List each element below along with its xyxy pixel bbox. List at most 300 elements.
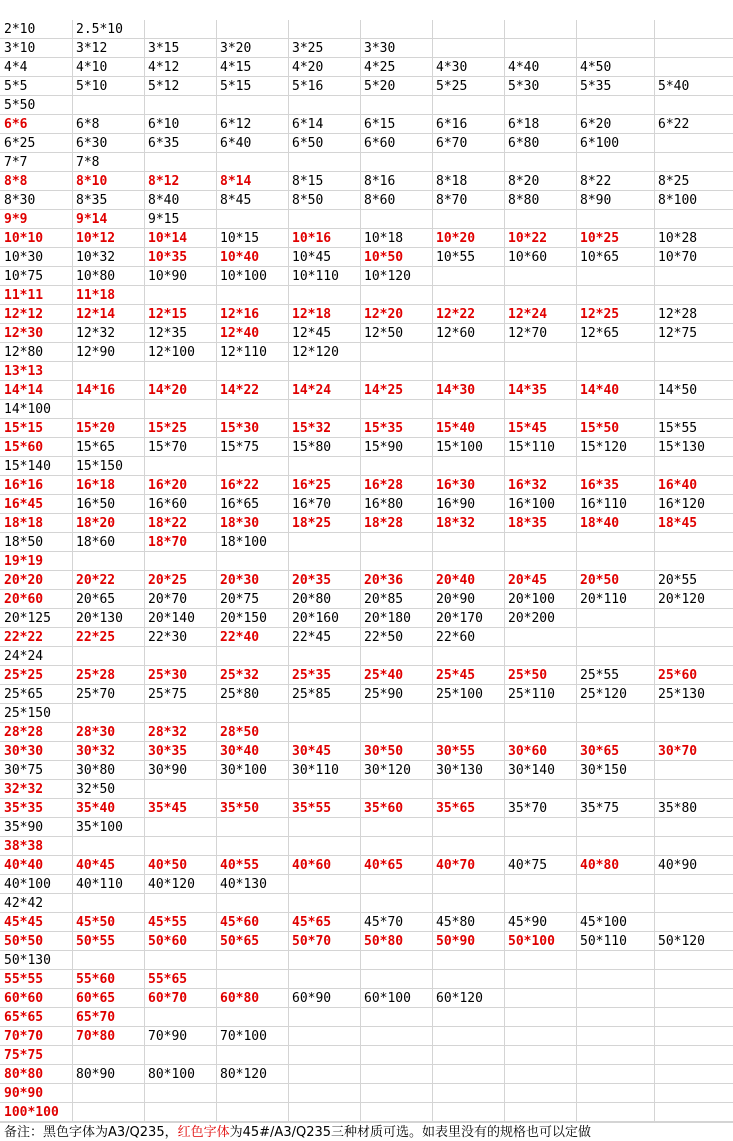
grid-line: [432, 970, 433, 988]
grid-line: [144, 951, 145, 969]
table-cell: 15*50: [580, 421, 620, 436]
table-cell: 30*50: [364, 744, 404, 759]
table-cell: 90*90: [4, 1086, 44, 1101]
grid-line: [432, 1008, 433, 1026]
table-cell: 40*110: [76, 877, 123, 892]
grid-line: [216, 647, 217, 665]
table-row: [0, 210, 733, 229]
table-cell: 25*90: [364, 687, 404, 702]
table-cell: 14*14: [4, 383, 44, 398]
table-cell: 16*80: [364, 497, 404, 512]
table-cell: 10*40: [220, 250, 260, 265]
grid-line: [504, 1008, 505, 1026]
table-cell: 3*30: [364, 41, 396, 56]
table-cell: 3*20: [220, 41, 252, 56]
table-row: [0, 799, 733, 818]
grid-line: [144, 1046, 145, 1064]
grid-line: [144, 1103, 145, 1121]
table-cell: 25*150: [4, 706, 51, 721]
table-row: [0, 818, 733, 837]
grid-line: [576, 837, 577, 855]
table-cell: 45*60: [220, 915, 260, 930]
table-cell: 10*90: [148, 269, 188, 284]
table-cell: 10*55: [436, 250, 476, 265]
grid-line: [360, 552, 361, 570]
table-cell: 8*30: [4, 193, 36, 208]
grid-line: [576, 628, 577, 646]
table-row: [0, 400, 733, 419]
table-cell: 50*110: [580, 934, 627, 949]
table-cell: 18*60: [76, 535, 116, 550]
table-cell: 50*80: [364, 934, 404, 949]
table-cell: 8*60: [364, 193, 396, 208]
grid-line: [288, 362, 289, 380]
table-cell: 18*70: [148, 535, 188, 550]
table-cell: 10*28: [658, 231, 698, 246]
grid-line: [216, 210, 217, 228]
table-cell: 16*25: [292, 478, 332, 493]
grid-line: [654, 343, 655, 361]
table-cell: 60*60: [4, 991, 44, 1006]
table-cell: 80*90: [76, 1067, 116, 1082]
table-row: [0, 1027, 733, 1046]
table-cell: 30*150: [580, 763, 627, 778]
table-row: [0, 533, 733, 552]
table-cell: 6*6: [4, 117, 28, 132]
table-row: [0, 609, 733, 628]
table-cell: 55*60: [76, 972, 116, 987]
grid-line: [576, 875, 577, 893]
grid-line: [654, 1008, 655, 1026]
grid-line: [432, 362, 433, 380]
table-cell: 16*110: [580, 497, 627, 512]
table-cell: 20*60: [4, 592, 44, 607]
table-cell: 35*80: [658, 801, 698, 816]
table-cell: 10*75: [4, 269, 44, 284]
table-cell: 15*130: [658, 440, 705, 455]
grid-line: [288, 210, 289, 228]
table-cell: 6*14: [292, 117, 324, 132]
grid-line: [432, 1065, 433, 1083]
grid-line: [360, 96, 361, 114]
table-cell: 30*120: [364, 763, 411, 778]
grid-line: [360, 153, 361, 171]
grid-line: [654, 723, 655, 741]
table-cell: 45*70: [364, 915, 404, 930]
table-cell: 14*25: [364, 383, 404, 398]
table-cell: 10*110: [292, 269, 339, 284]
table-cell: 16*50: [76, 497, 116, 512]
table-cell: 10*18: [364, 231, 404, 246]
table-cell: 4*4: [4, 60, 28, 75]
table-cell: 10*32: [76, 250, 116, 265]
table-row: [0, 780, 733, 799]
table-cell: 60*100: [364, 991, 411, 1006]
table-cell: 5*50: [4, 98, 36, 113]
table-cell: 6*25: [4, 136, 36, 151]
table-cell: 13*13: [4, 364, 44, 379]
grid-line: [432, 1046, 433, 1064]
table-row: [0, 438, 733, 457]
table-cell: 60*80: [220, 991, 260, 1006]
table-row: [0, 362, 733, 381]
grid-line: [504, 780, 505, 798]
table-cell: 14*35: [508, 383, 548, 398]
table-cell: 40*130: [220, 877, 267, 892]
grid-line: [216, 362, 217, 380]
table-row: [0, 153, 733, 172]
footnote-red-label: 红色字体: [177, 1125, 230, 1140]
table-cell: 10*120: [364, 269, 411, 284]
grid-line: [504, 989, 505, 1007]
table-row: [0, 628, 733, 647]
table-cell: 10*100: [220, 269, 267, 284]
table-cell: 8*100: [658, 193, 698, 208]
grid-line: [576, 153, 577, 171]
grid-line: [576, 533, 577, 551]
grid-line: [504, 1103, 505, 1121]
table-cell: 12*45: [292, 326, 332, 341]
grid-line: [654, 20, 655, 38]
grid-line: [144, 837, 145, 855]
grid-line: [72, 894, 73, 912]
grid-line: [72, 400, 73, 418]
grid-line: [72, 951, 73, 969]
grid-line: [576, 39, 577, 57]
grid-line: [576, 951, 577, 969]
table-cell: 60*70: [148, 991, 188, 1006]
table-cell: 20*55: [658, 573, 698, 588]
table-cell: 20*75: [220, 592, 260, 607]
table-cell: 12*22: [436, 307, 476, 322]
grid-line: [432, 343, 433, 361]
table-cell: 15*100: [436, 440, 483, 455]
table-cell: 8*20: [508, 174, 540, 189]
grid-line: [504, 951, 505, 969]
grid-line: [216, 20, 217, 38]
grid-line: [504, 362, 505, 380]
table-cell: 40*75: [508, 858, 548, 873]
table-cell: 15*25: [148, 421, 188, 436]
table-cell: 6*20: [580, 117, 612, 132]
grid-line: [576, 989, 577, 1007]
grid-line: [360, 875, 361, 893]
grid-line: [576, 723, 577, 741]
grid-line: [144, 552, 145, 570]
table-cell: 22*45: [292, 630, 332, 645]
grid-line: [144, 96, 145, 114]
grid-line: [288, 96, 289, 114]
table-cell: 14*50: [658, 383, 698, 398]
table-cell: 22*25: [76, 630, 116, 645]
grid-line: [432, 533, 433, 551]
grid-line: [432, 1027, 433, 1045]
table-cell: 12*24: [508, 307, 548, 322]
grid-line: [360, 1065, 361, 1083]
grid-line: [288, 1008, 289, 1026]
table-row: [0, 989, 733, 1008]
table-cell: 10*10: [4, 231, 44, 246]
grid-line: [654, 609, 655, 627]
table-cell: 10*16: [292, 231, 332, 246]
grid-line: [432, 20, 433, 38]
table-cell: 6*70: [436, 136, 468, 151]
table-cell: 5*25: [436, 79, 468, 94]
grid-line: [432, 894, 433, 912]
grid-line: [216, 780, 217, 798]
grid-line: [654, 400, 655, 418]
table-cell: 8*14: [220, 174, 252, 189]
table-row: [0, 1103, 733, 1122]
grid-line: [432, 837, 433, 855]
table-cell: 40*90: [658, 858, 698, 873]
grid-line: [288, 780, 289, 798]
grid-line: [654, 457, 655, 475]
grid-line: [504, 875, 505, 893]
table-cell: 15*80: [292, 440, 332, 455]
table-cell: 18*100: [220, 535, 267, 550]
table-cell: 30*130: [436, 763, 483, 778]
table-cell: 12*18: [292, 307, 332, 322]
table-cell: 12*30: [4, 326, 44, 341]
grid-line: [144, 457, 145, 475]
table-cell: 20*200: [508, 611, 555, 626]
table-cell: 40*40: [4, 858, 44, 873]
table-cell: 18*35: [508, 516, 548, 531]
table-row: [0, 77, 733, 96]
table-cell: 8*15: [292, 174, 324, 189]
table-cell: 30*30: [4, 744, 44, 759]
grid-line: [216, 1008, 217, 1026]
grid-line: [576, 1103, 577, 1121]
grid-line: [72, 1084, 73, 1102]
grid-line: [654, 628, 655, 646]
table-cell: 25*60: [658, 668, 698, 683]
table-cell: 14*16: [76, 383, 116, 398]
table-row: [0, 647, 733, 666]
table-cell: 15*60: [4, 440, 44, 455]
table-cell: 20*20: [4, 573, 44, 588]
table-cell: 9*9: [4, 212, 28, 227]
table-cell: 16*45: [4, 497, 44, 512]
grid-line: [504, 20, 505, 38]
table-cell: 25*50: [508, 668, 548, 683]
grid-line: [576, 1008, 577, 1026]
grid-line: [576, 1027, 577, 1045]
table-cell: 4*25: [364, 60, 396, 75]
table-cell: 25*30: [148, 668, 188, 683]
table-cell: 10*15: [220, 231, 260, 246]
table-cell: 30*70: [658, 744, 698, 759]
grid-line: [654, 1084, 655, 1102]
grid-line: [432, 552, 433, 570]
grid-line: [144, 286, 145, 304]
table-cell: 12*35: [148, 326, 188, 341]
table-cell: 25*32: [220, 668, 260, 683]
grid-line: [288, 1103, 289, 1121]
grid-line: [432, 704, 433, 722]
table-cell: 15*32: [292, 421, 332, 436]
grid-line: [576, 267, 577, 285]
table-cell: 15*140: [4, 459, 51, 474]
grid-line: [654, 362, 655, 380]
table-cell: 5*35: [580, 79, 612, 94]
grid-line: [288, 533, 289, 551]
footnote-part3: 为45#/A3/Q235三种材质可选。如表里没有的规格也可以定做: [229, 1125, 592, 1140]
table-cell: 60*65: [76, 991, 116, 1006]
table-cell: 18*32: [436, 516, 476, 531]
grid-line: [654, 286, 655, 304]
table-cell: 5*40: [658, 79, 690, 94]
table-cell: 4*50: [580, 60, 612, 75]
table-row: [0, 742, 733, 761]
grid-line: [576, 286, 577, 304]
table-cell: 42*42: [4, 896, 44, 911]
table-cell: 60*120: [436, 991, 483, 1006]
table-cell: 8*10: [76, 174, 108, 189]
table-cell: 70*80: [76, 1029, 116, 1044]
table-cell: 8*40: [148, 193, 180, 208]
grid-line: [576, 818, 577, 836]
table-row: [0, 666, 733, 685]
grid-line: [288, 875, 289, 893]
table-cell: 4*40: [508, 60, 540, 75]
table-cell: 11*11: [4, 288, 44, 303]
grid-line: [504, 628, 505, 646]
table-row: [0, 20, 733, 39]
table-row: [0, 305, 733, 324]
table-cell: 16*40: [658, 478, 698, 493]
table-cell: 6*16: [436, 117, 468, 132]
grid-line: [288, 1065, 289, 1083]
table-cell: 12*60: [436, 326, 476, 341]
table-cell: 12*28: [658, 307, 698, 322]
table-cell: 40*45: [76, 858, 116, 873]
grid-line: [504, 457, 505, 475]
grid-line: [288, 704, 289, 722]
grid-line: [288, 153, 289, 171]
table-cell: 12*65: [580, 326, 620, 341]
table-cell: 30*45: [292, 744, 332, 759]
table-row: [0, 856, 733, 875]
table-cell: 32*32: [4, 782, 44, 797]
table-cell: 6*12: [220, 117, 252, 132]
table-row: [0, 267, 733, 286]
table-cell: 16*28: [364, 478, 404, 493]
grid-line: [654, 951, 655, 969]
grid-line: [360, 704, 361, 722]
table-cell: 20*130: [76, 611, 123, 626]
grid-line: [216, 970, 217, 988]
grid-line: [654, 210, 655, 228]
grid-line: [654, 1065, 655, 1083]
grid-line: [288, 286, 289, 304]
table-cell: 20*65: [76, 592, 116, 607]
grid-line: [288, 1027, 289, 1045]
table-cell: 6*50: [292, 136, 324, 151]
table-cell: 12*32: [76, 326, 116, 341]
table-cell: 14*20: [148, 383, 188, 398]
table-cell: 14*40: [580, 383, 620, 398]
grid-line: [432, 875, 433, 893]
grid-line: [504, 723, 505, 741]
grid-line: [576, 609, 577, 627]
table-cell: 25*45: [436, 668, 476, 683]
grid-line: [504, 39, 505, 57]
table-cell: 20*45: [508, 573, 548, 588]
table-cell: 45*90: [508, 915, 548, 930]
table-cell: 6*60: [364, 136, 396, 151]
table-cell: 18*28: [364, 516, 404, 531]
table-cell: 80*80: [4, 1067, 44, 1082]
grid-line: [504, 818, 505, 836]
table-cell: 70*90: [148, 1029, 188, 1044]
table-cell: 20*50: [580, 573, 620, 588]
table-cell: 8*70: [436, 193, 468, 208]
table-row: [0, 343, 733, 362]
grid-line: [360, 951, 361, 969]
grid-line: [504, 1046, 505, 1064]
table-cell: 35*45: [148, 801, 188, 816]
table-row: [0, 685, 733, 704]
table-cell: 15*150: [76, 459, 123, 474]
table-cell: 30*35: [148, 744, 188, 759]
table-cell: 20*80: [292, 592, 332, 607]
grid-line: [654, 1027, 655, 1045]
table-cell: 4*20: [292, 60, 324, 75]
grid-line: [576, 1046, 577, 1064]
grid-line: [504, 552, 505, 570]
table-cell: 15*75: [220, 440, 260, 455]
grid-line: [576, 457, 577, 475]
table-cell: 20*85: [364, 592, 404, 607]
table-cell: 40*60: [292, 858, 332, 873]
table-cell: 20*40: [436, 573, 476, 588]
table-cell: 6*100: [580, 136, 620, 151]
table-row: [0, 1046, 733, 1065]
grid-line: [504, 647, 505, 665]
table-cell: 6*18: [508, 117, 540, 132]
table-cell: 20*22: [76, 573, 116, 588]
table-cell: 16*100: [508, 497, 555, 512]
grid-line: [654, 761, 655, 779]
grid-line: [432, 96, 433, 114]
table-cell: 9*14: [76, 212, 108, 227]
grid-line: [144, 780, 145, 798]
table-row: [0, 96, 733, 115]
grid-line: [432, 723, 433, 741]
table-cell: 16*70: [292, 497, 332, 512]
table-cell: 12*40: [220, 326, 260, 341]
table-cell: 19*19: [4, 554, 44, 569]
table-cell: 12*70: [508, 326, 548, 341]
grid-line: [504, 1065, 505, 1083]
grid-line: [504, 210, 505, 228]
table-cell: 12*12: [4, 307, 44, 322]
table-cell: 12*100: [148, 345, 195, 360]
table-cell: 3*25: [292, 41, 324, 56]
table-cell: 10*35: [148, 250, 188, 265]
table-cell: 20*70: [148, 592, 188, 607]
table-cell: 40*100: [4, 877, 51, 892]
grid-line: [576, 894, 577, 912]
grid-line: [288, 400, 289, 418]
table-cell: 15*65: [76, 440, 116, 455]
grid-line: [654, 989, 655, 1007]
grid-line: [576, 970, 577, 988]
grid-line: [576, 20, 577, 38]
table-cell: 6*22: [658, 117, 690, 132]
